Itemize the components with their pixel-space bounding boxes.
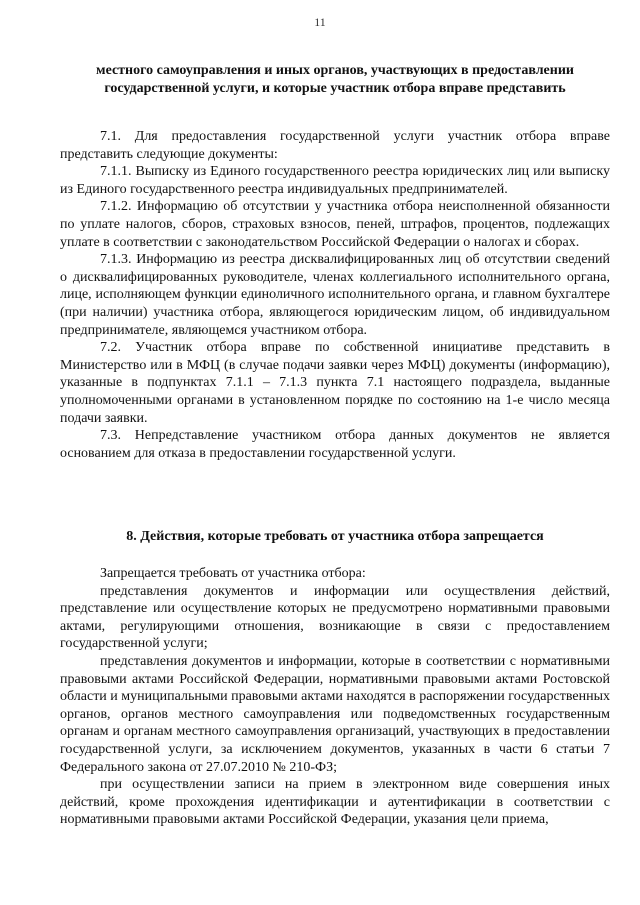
paragraph-7-3: 7.3. Непредставление участником отбора данных документов не является основанием для отказа в предоставлении государственной услуги. — [60, 428, 610, 461]
section8-body — [60, 565, 610, 829]
paragraph-8-item-3: при осуществлении записи на прием в электронном виде совершения иных действий, кроме прохождения идентификации и аутентификации в соответствии с нормативными правовыми актами Российской Федерации, указания цели приема, — [60, 777, 610, 828]
paragraph-7-1-1: 7.1.1. Выписку из Единого государственного реестра юридических лиц или выписку из Единого государственного реестра индивидуальных предпринимателей. — [60, 164, 610, 197]
page-number: 11 — [314, 15, 326, 29]
paragraph-7-2: 7.2. Участник отбора вправе по собственной инициативе представить в Министерство или в МФЦ (в случае подачи заявки через МФЦ) документы (информацию), указанные в подпунктах 7.1.1 – 7.1.3 пункта 7.1 настоящего подраздела, выданные уполномоченными органами в установленном порядке по состоянию на 1-е число месяца подачи заявки. — [60, 340, 610, 426]
section7-heading: местного самоуправления и иных органов, участвующих в предоставлении государственной услуги, и которые участник отбора вправе представить — [96, 63, 574, 96]
section7-body — [60, 128, 610, 462]
paragraph-8-item-1: представления документов и информации или осуществления действий, представление или осуществление которых не предусмотрено нормативными правовыми актами, регулирующими отношения, возникающие в связи с предоставлением государственной услуги; — [60, 583, 610, 652]
paragraph-8-item-2: представления документов и информации, которые в соответствии с нормативными правовыми актами Российской Федерации, нормативными правовыми актами Ростовской области и муниципальными правовыми актами находятся в распоряжении государственных органов, органов местного самоуправления или подведомственных государственным органам и органам местного самоуправления организаций, участвующих в предоставлении государственной услуги, за исключением документов, указанных в части 6 статьи 7 Федерального закона от 27.07.2010 № 210-ФЗ; — [60, 653, 610, 775]
paragraph-7-1-3: 7.1.3. Информацию из реестра дисквалифицированных лиц об отсутствии сведений о дисквалифицированных руководителе, членах коллегиального исполнительного органа, лице, исполняющем функции единоличного исполнительного органа, и главном бухгалтере (при наличии) участника отбора, являющегося юридическим лицом, об индивидуальном предпринимателе, являющемся участником отбора. — [60, 252, 610, 338]
paragraph-7-1-2: 7.1.2. Информацию об отсутствии у участника отбора неисполненной обязанности по уплате налогов, сборов, страховых взносов, пеней, штрафов, процентов, подлежащих уплате в соответствии с законодательством Российской Федерации о налогах и сборах. — [60, 199, 610, 250]
paragraph-8-intro: Запрещается требовать от участника отбора: — [100, 566, 366, 581]
paragraph-7-1: 7.1. Для предоставления государственной услуги участник отбора вправе представить следующие документы: — [60, 129, 610, 162]
section8-heading: 8. Действия, которые требовать от участника отбора запрещается — [126, 529, 544, 544]
